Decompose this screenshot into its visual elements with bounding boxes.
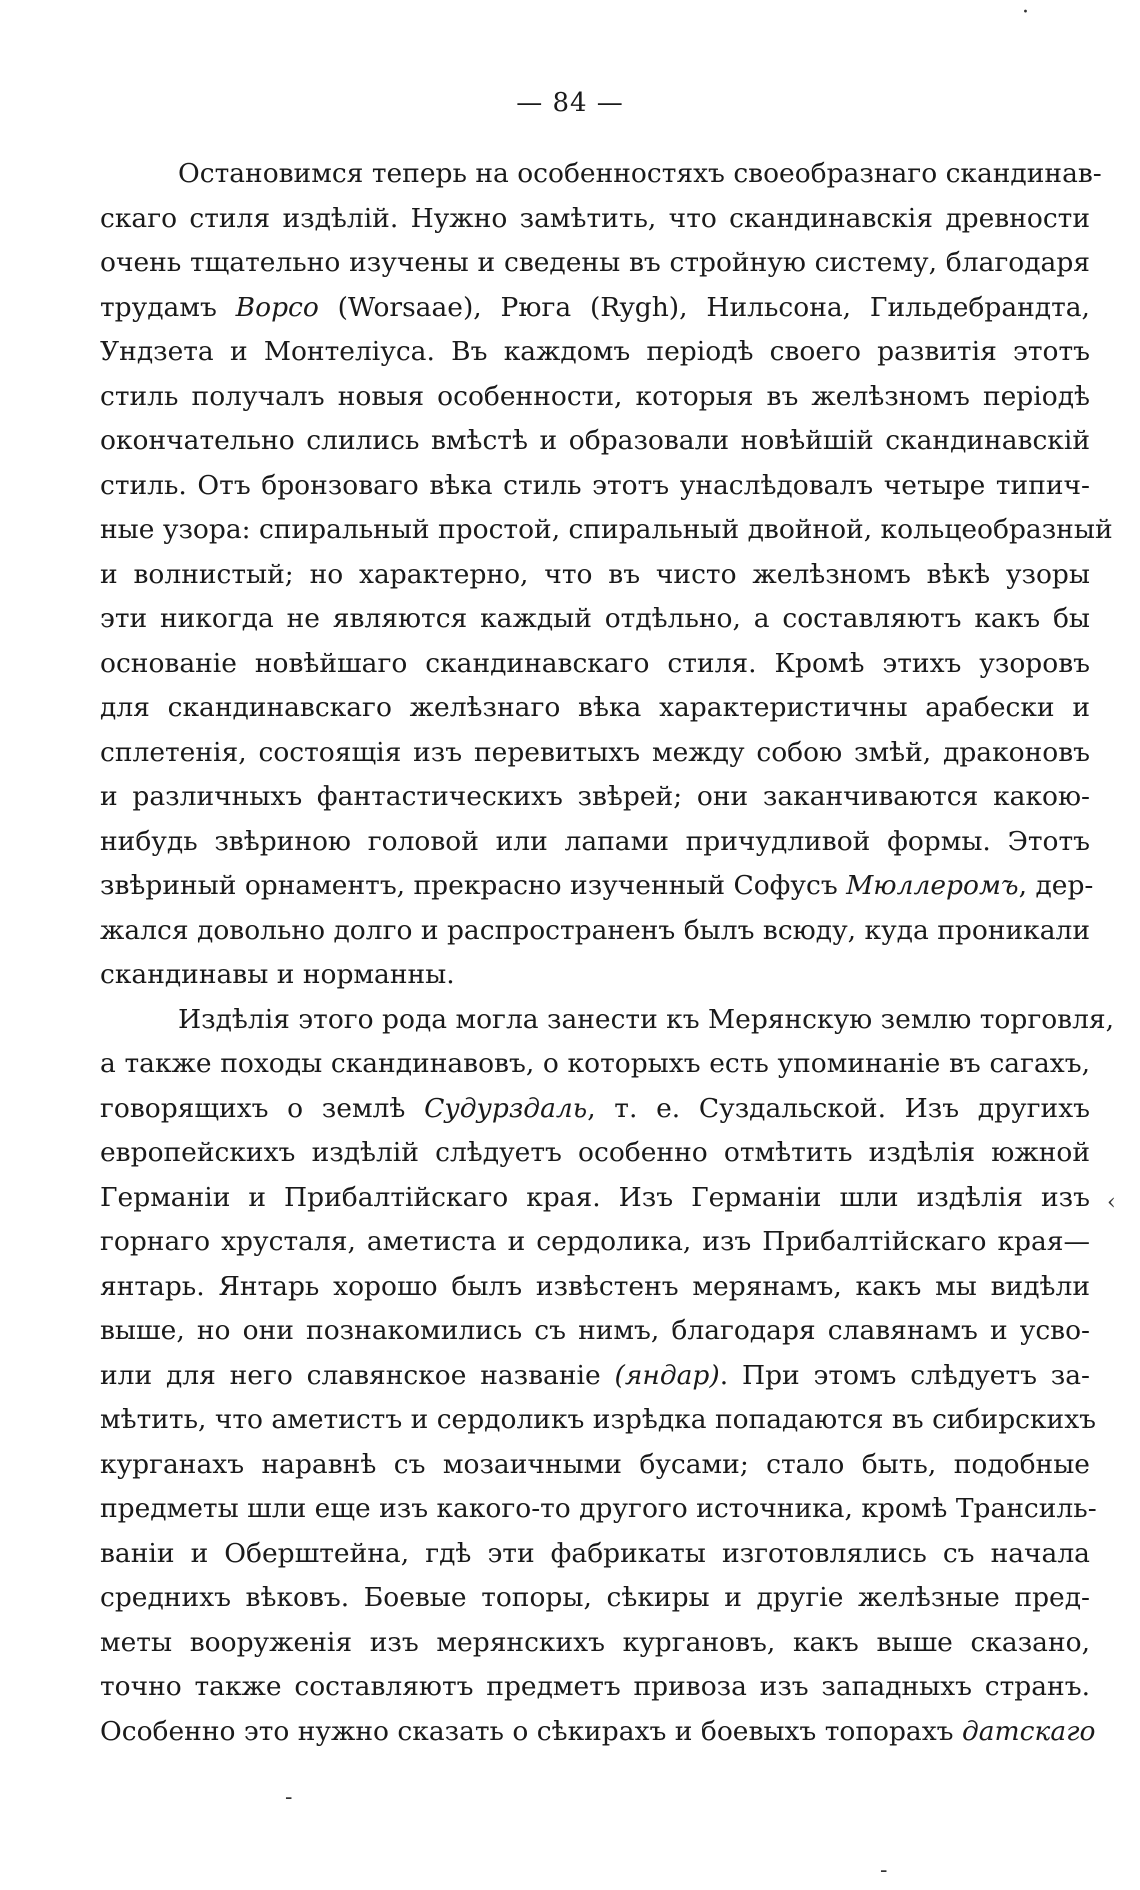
italic-term: датскаго <box>961 1715 1096 1747</box>
text-line: курганахъ наравнѣ съ мозаичными бусами; стало быть, подобные <box>100 1448 1090 1480</box>
paragraphs <box>100 152 1115 1754</box>
text-line: Германіи и Прибалтійскаго края. Изъ Германіи шли издѣлія изъ <box>100 1181 1090 1213</box>
text-line: предметы шли еще изъ какого-то другого источника, кромѣ Трансиль- <box>100 1493 1097 1524</box>
margin-mark: ‹ <box>1107 1190 1116 1215</box>
italic-term: Ворсо <box>235 291 319 323</box>
text-line: стиль. Отъ бронзоваго вѣка стиль этотъ унаслѣдовалъ четыре типич- <box>100 469 1090 501</box>
text-line: скаго стиля издѣлій. Нужно замѣтить, что скандинавскія древности <box>100 202 1090 234</box>
text-line: трудамъ Ворсо (Worsaae), Рюга (Rygh), Нильсона, Гильдебрандта, <box>100 291 1090 323</box>
text-line: жался довольно долго и распространенъ былъ всюду, куда проникали <box>100 914 1090 946</box>
body-text <box>100 152 1115 1754</box>
scan-mark: - <box>285 1785 293 1810</box>
text-line: Особенно это нужно сказать о сѣкирахъ и боевыхъ топорахъ датскаго <box>100 1715 1096 1747</box>
text-line: для скандинавскаго желѣзнаго вѣка характеристичны арабески и <box>100 692 1090 723</box>
text-line: а также походы скандинавовъ, о которыхъ есть упоминаніе въ сагахъ, <box>100 1048 1090 1079</box>
text-line: Издѣлія этого рода могла занести къ Мерянскую землю торговля, <box>178 1003 1115 1035</box>
text-line: ные узора: спиральный простой, спиральный двойной, кольцеобразный <box>100 514 1113 545</box>
text-line: говорящихъ о землѣ Судурздаль, т. е. Суздальской. Изъ другихъ <box>100 1092 1090 1124</box>
text-line: и различныхъ фантастическихъ звѣрей; они заканчиваются какою- <box>100 781 1090 812</box>
text-line: нибудь звѣриною головой или лапами причудливой формы. Этотъ <box>100 825 1090 857</box>
text-line: и волнистый; но характерно, что въ чисто желѣзномъ вѣкѣ узоры <box>100 558 1090 590</box>
italic-term: Судурздаль <box>424 1092 588 1124</box>
text-line: среднихъ вѣковъ. Боевые топоры, сѣкиры и другіе желѣзные пред- <box>100 1582 1090 1613</box>
text-line: стиль получалъ новыя особенности, которыя въ желѣзномъ періодѣ <box>100 380 1090 412</box>
text-line: горнаго хрусталя, аметиста и сердолика, изъ Прибалтійскаго края— <box>100 1226 1090 1257</box>
text-line: выше, но они познакомились съ нимъ, благодаря славянамъ и усво- <box>100 1315 1090 1346</box>
scan-mark: · <box>1022 0 1029 25</box>
italic-term: (яндар) <box>614 1359 720 1391</box>
text-line: меты вооруженія изъ мерянскихъ кургановъ, какъ выше сказано, <box>100 1626 1090 1658</box>
text-line: основаніе новѣйшаго скандинавскаго стиля. Кромѣ этихъ узоровъ <box>100 647 1090 679</box>
text-line: или для него славянское названіе (яндар). При этомъ слѣдуетъ за- <box>100 1359 1090 1391</box>
italic-term: Мюллеромъ <box>846 870 1019 901</box>
scan-mark: - <box>880 1858 888 1883</box>
text-line: звѣриный орнаментъ, прекрасно изученный Софусъ Мюллеромъ, дер- <box>100 870 1094 901</box>
paragraph <box>100 152 1113 998</box>
text-line: окончательно слились вмѣстѣ и образовали новѣйшій скандинавскій <box>100 425 1090 456</box>
text-line: скандинавы и норманны. <box>100 959 455 990</box>
text-line: эти никогда не являются каждый отдѣльно, а составляютъ какъ бы <box>100 603 1090 634</box>
text-line: точно также составляютъ предметъ привоза изъ западныхъ странъ. <box>100 1671 1090 1702</box>
text-line: Ундзета и Монтеліуса. Въ каждомъ періодѣ своего развитія этотъ <box>100 336 1090 367</box>
text-line: сплетенія, состоящія изъ перевитыхъ между собою змѣй, драконовъ <box>100 736 1090 768</box>
text-line: янтарь. Янтарь хорошо былъ извѣстенъ мерянамъ, какъ мы видѣли <box>100 1270 1090 1302</box>
text-line: ваніи и Оберштейна, гдѣ эти фабрикаты изготовлялись съ начала <box>100 1537 1090 1569</box>
text-line: мѣтить, что аметистъ и сердоликъ изрѣдка попадаются въ сибирскихъ <box>100 1404 1097 1435</box>
text-line: европейскихъ издѣлій слѣдуетъ особенно отмѣтить издѣлія южной <box>100 1137 1090 1168</box>
page-number: — 84 — <box>516 88 624 118</box>
text-line: Остановимся теперь на особенностяхъ своеобразнаго скандинав- <box>178 158 1102 189</box>
text-line: очень тщательно изучены и сведены въ стройную систему, благодаря <box>100 247 1090 278</box>
paragraph <box>100 998 1115 1755</box>
